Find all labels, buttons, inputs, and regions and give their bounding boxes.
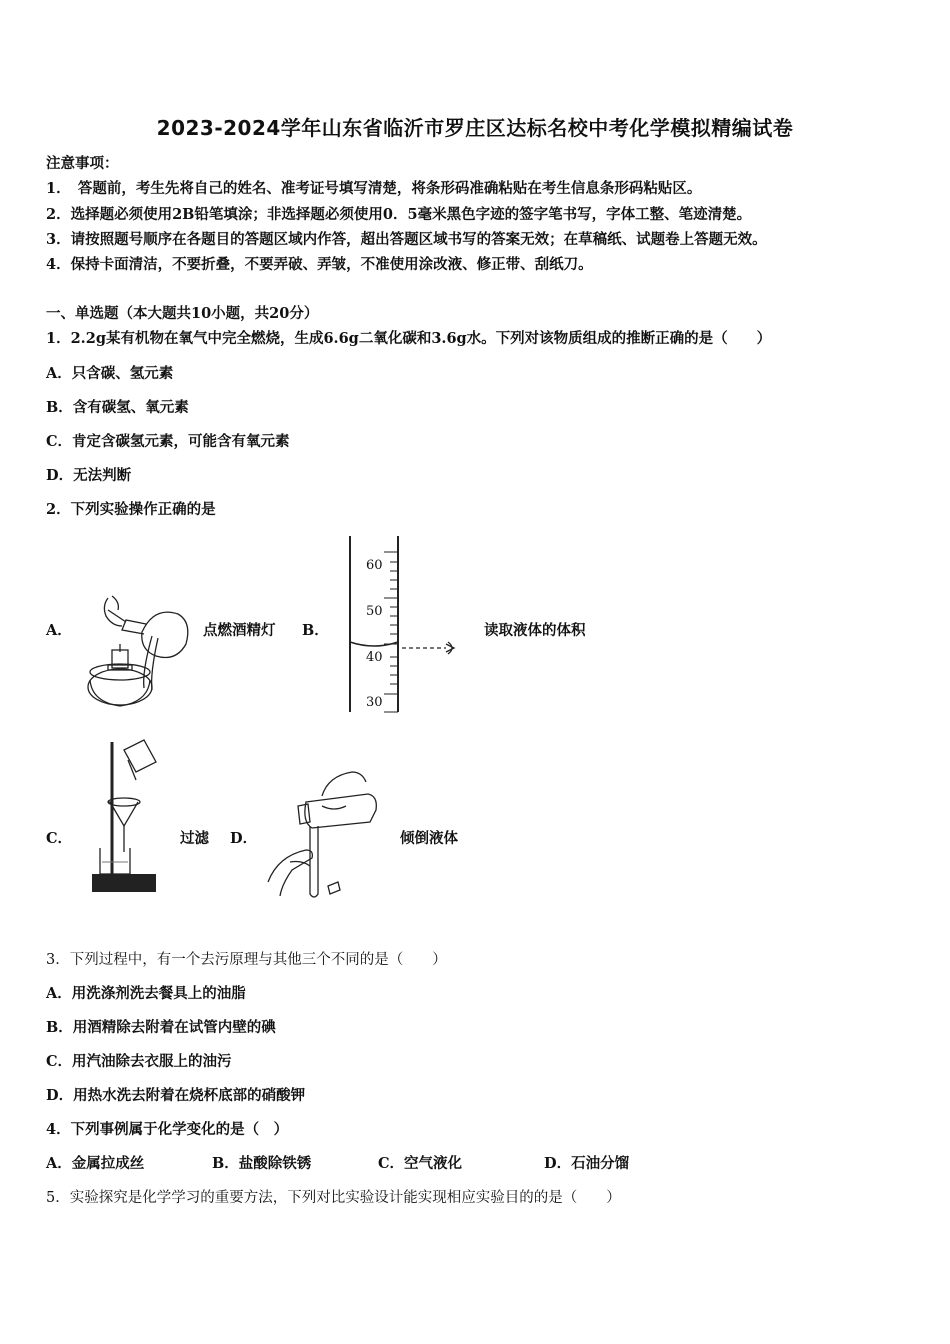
pouring-liquid-figure: [262, 766, 382, 906]
question-3-stem: 3．下列过程中，有一个去污原理与其他三个不同的是（ ）: [46, 952, 447, 968]
question-1-option-a: A．只含碳、氢元素: [46, 365, 174, 382]
question-1-option-d: D．无法判断: [46, 467, 132, 484]
question-3-option-a: A．用洗涤剂洗去餐具上的油脂: [46, 985, 246, 1002]
question-5-stem: 5．实验探究是化学学习的重要方法，下列对比实验设计能实现相应实验目的的是（ ）: [46, 1190, 621, 1206]
question-2-stem: 2．下列实验操作正确的是: [46, 501, 216, 518]
notice-item: 4．保持卡面清洁，不要折叠，不要弄破、弄皱，不准使用涂改液、修正带、刮纸刀。: [46, 256, 593, 273]
graduated-cylinder-figure: [338, 532, 468, 716]
question-2-option-d-caption: 倾倒液体: [400, 830, 458, 847]
page-title: 2023-2024学年山东省临沂市罗庄区达标名校中考化学模拟精编试卷: [156, 116, 794, 140]
question-2-option-c-label: C．: [46, 830, 73, 847]
notice-item: 3．请按照题号顺序在各题目的答题区域内作答，超出答题区域书写的答案无效；在草稿纸、试题卷上答题无效。: [46, 231, 767, 248]
question-4-option-d: D．石油分馏: [544, 1155, 630, 1172]
cylinder-tick-label: 40: [366, 650, 383, 665]
question-3-option-d: D．用热水洗去附着在烧杯底部的硝酸钾: [46, 1087, 306, 1104]
question-2-option-d-label: D．: [230, 830, 258, 847]
section-heading: 一、单选题（本大题共10小题，共20分）: [46, 305, 319, 322]
notice-item: 1． 答题前，考生先将自己的姓名、准考证号填写清楚，将条形码准确粘贴在考生信息条形码粘贴区。: [46, 180, 702, 197]
question-2-option-a-caption: 点燃酒精灯: [203, 622, 276, 639]
question-4-option-c: C．空气液化: [378, 1155, 463, 1172]
question-1-option-b: B．含有碳氢、氧元素: [46, 399, 189, 416]
cylinder-tick-label: 60: [366, 558, 383, 573]
question-2-option-b-caption: 读取液体的体积: [484, 622, 586, 639]
filtration-apparatus-figure: [84, 740, 176, 900]
question-4-option-b: B．盐酸除铁锈: [212, 1155, 312, 1172]
question-2-option-b-label: B．: [302, 622, 329, 639]
question-4-option-a: A．金属拉成丝: [46, 1155, 145, 1172]
question-1-option-c: C．肯定含碳氢元素，可能含有氧元素: [46, 433, 290, 450]
notice-item: 2．选择题必须使用2B铅笔填涂；非选择题必须使用0．5毫米黑色字迹的签字笔书写，字体工整、笔迹清楚。: [46, 206, 752, 223]
alcohol-lamp-figure: [82, 592, 200, 716]
question-1-stem: 1．2.2g某有机物在氧气中完全燃烧，生成6.6g二氧化碳和3.6g水。下列对该物质组成的推断正确的是（ ）: [46, 330, 772, 347]
notice-heading: 注意事项：: [46, 155, 119, 172]
cylinder-tick-label: 50: [366, 604, 383, 619]
question-2-option-c-caption: 过滤: [180, 830, 209, 847]
question-3-option-c: C．用汽油除去衣服上的油污: [46, 1053, 232, 1070]
question-3-option-b: B．用酒精除去附着在试管内壁的碘: [46, 1019, 276, 1036]
cylinder-tick-label: 30: [366, 695, 383, 710]
question-4-stem: 4．下列事例属于化学变化的是（ ）: [46, 1121, 289, 1138]
question-2-option-a-label: A．: [46, 622, 72, 639]
